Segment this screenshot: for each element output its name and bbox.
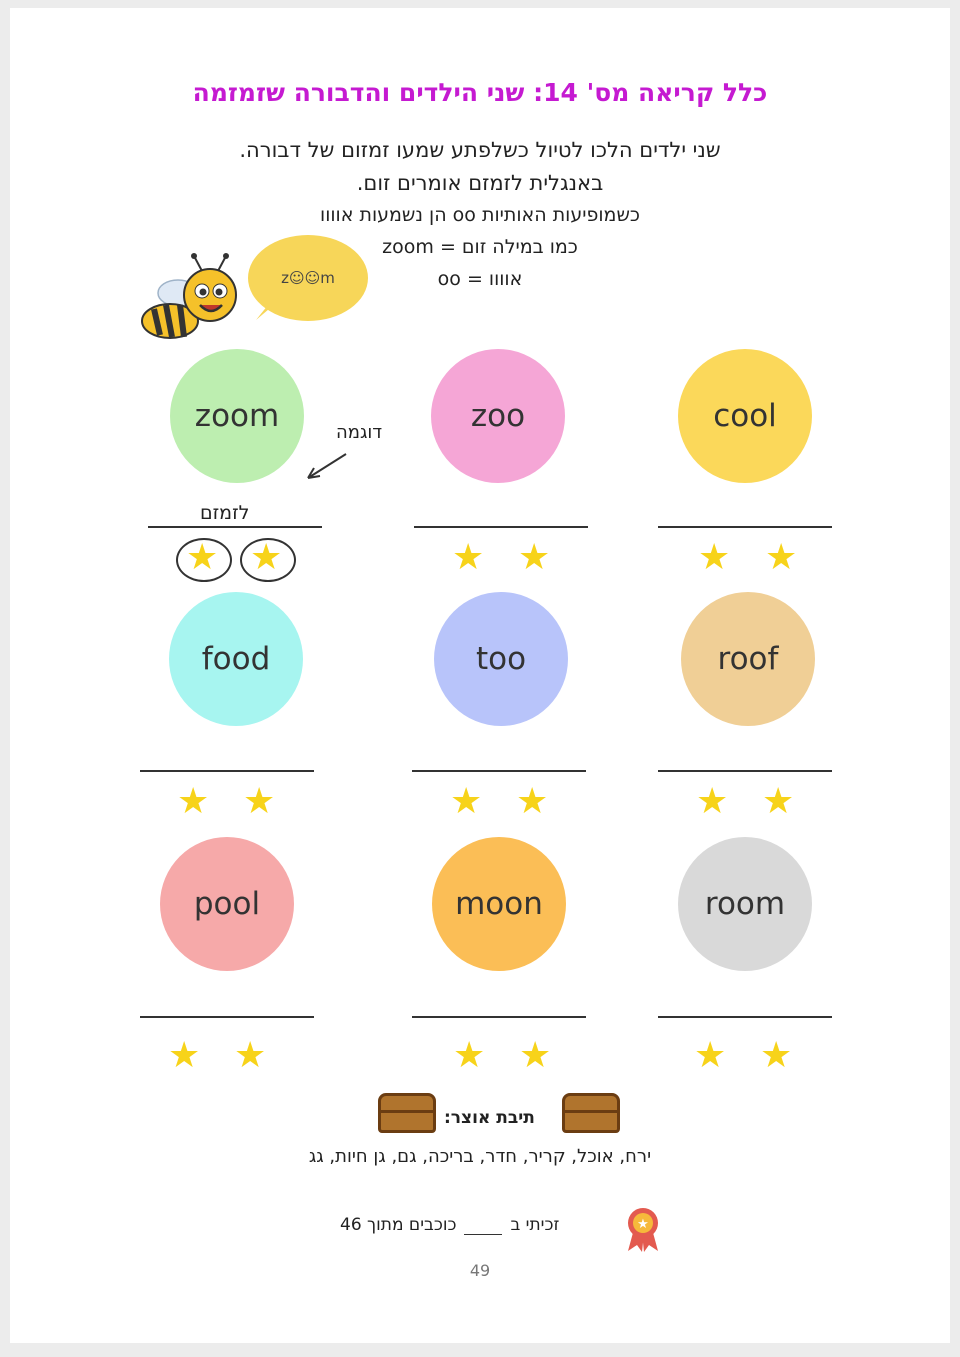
- star-icon[interactable]: ★: [518, 537, 551, 578]
- svg-text:★: ★: [637, 1217, 649, 1232]
- intro-line-4: כמו במילה זום = zoom: [382, 236, 578, 258]
- star-icon[interactable]: ★: [243, 781, 276, 822]
- score-blank[interactable]: [464, 1216, 502, 1235]
- star-icon[interactable]: ★: [696, 781, 729, 822]
- bee-icon: [140, 253, 250, 348]
- star-icon[interactable]: ★: [519, 1035, 552, 1076]
- bubble-tail-icon: [254, 298, 284, 323]
- award-ribbon-icon: [624, 1205, 662, 1253]
- answer-line-zoo[interactable]: [414, 526, 588, 528]
- speech-bubble: z☺☺m: [248, 235, 368, 321]
- intro-line-1: שני ילדים הלכו לטיול כשלפתע שמעו זמזום של דבורה.: [239, 138, 721, 162]
- star-icon[interactable]: ★: [234, 1035, 267, 1076]
- answer-line-cool[interactable]: [658, 526, 832, 528]
- word-circle-moon: moon: [432, 837, 566, 971]
- star-icon[interactable]: ★: [765, 537, 798, 578]
- star-icon[interactable]: ★: [452, 537, 485, 578]
- answer-line-too[interactable]: [412, 770, 586, 772]
- intro-line-2: באנגלית לזמזם אומרים זום.: [356, 171, 604, 195]
- score-text-end: כוכבים מתוך 46: [340, 1215, 457, 1235]
- answer-line-zoom[interactable]: [148, 526, 322, 528]
- word-circle-pool: pool: [160, 837, 294, 971]
- treasure-chest-icon: [562, 1093, 620, 1133]
- worksheet-page: [10, 8, 950, 1343]
- answer-line-pool[interactable]: [140, 1016, 314, 1018]
- page-number: 49: [469, 1261, 491, 1280]
- word-circle-cool: cool: [678, 349, 812, 483]
- star-icon[interactable]: ★: [250, 537, 283, 578]
- treasure-label: תיבת אוצר:: [444, 1108, 535, 1128]
- word-circle-roof: roof: [681, 592, 815, 726]
- page-title: כלל קריאה מס' 14: שני הילדים והדבורה שזמזמה: [192, 78, 768, 107]
- answer-line-food[interactable]: [140, 770, 314, 772]
- intro-line-5: אוווו = oo: [437, 268, 523, 290]
- word-circle-too: too: [434, 592, 568, 726]
- star-icon[interactable]: ★: [177, 781, 210, 822]
- example-label: דוגמה: [336, 422, 383, 443]
- star-icon[interactable]: ★: [450, 781, 483, 822]
- word-circle-room: room: [678, 837, 812, 971]
- word-circle-zoo: zoo: [431, 349, 565, 483]
- score-text-start: זכיתי ב: [510, 1215, 560, 1235]
- treasure-chest-icon: [378, 1093, 436, 1133]
- word-circle-zoom: zoom: [170, 349, 304, 483]
- star-icon[interactable]: ★: [168, 1035, 201, 1076]
- treasure-words: ירח, אוכל, קריר, חדר, בריכה, גם, גן חיות, גג: [308, 1146, 652, 1167]
- score-line: [340, 1215, 559, 1235]
- arrow-icon: [302, 450, 352, 484]
- star-icon[interactable]: ★: [516, 781, 549, 822]
- answer-line-moon[interactable]: [412, 1016, 586, 1018]
- star-icon[interactable]: ★: [186, 537, 219, 578]
- word-circle-food: food: [169, 592, 303, 726]
- star-icon[interactable]: ★: [698, 537, 731, 578]
- star-icon[interactable]: ★: [762, 781, 795, 822]
- answer-line-room[interactable]: [658, 1016, 832, 1018]
- example-answer: לזמזם: [200, 502, 250, 524]
- star-icon[interactable]: ★: [694, 1035, 727, 1076]
- intro-line-3: כשמופיעות האותיות oo הן נשמעות אוווו: [320, 204, 640, 226]
- answer-line-roof[interactable]: [658, 770, 832, 772]
- star-icon[interactable]: ★: [453, 1035, 486, 1076]
- star-icon[interactable]: ★: [760, 1035, 793, 1076]
